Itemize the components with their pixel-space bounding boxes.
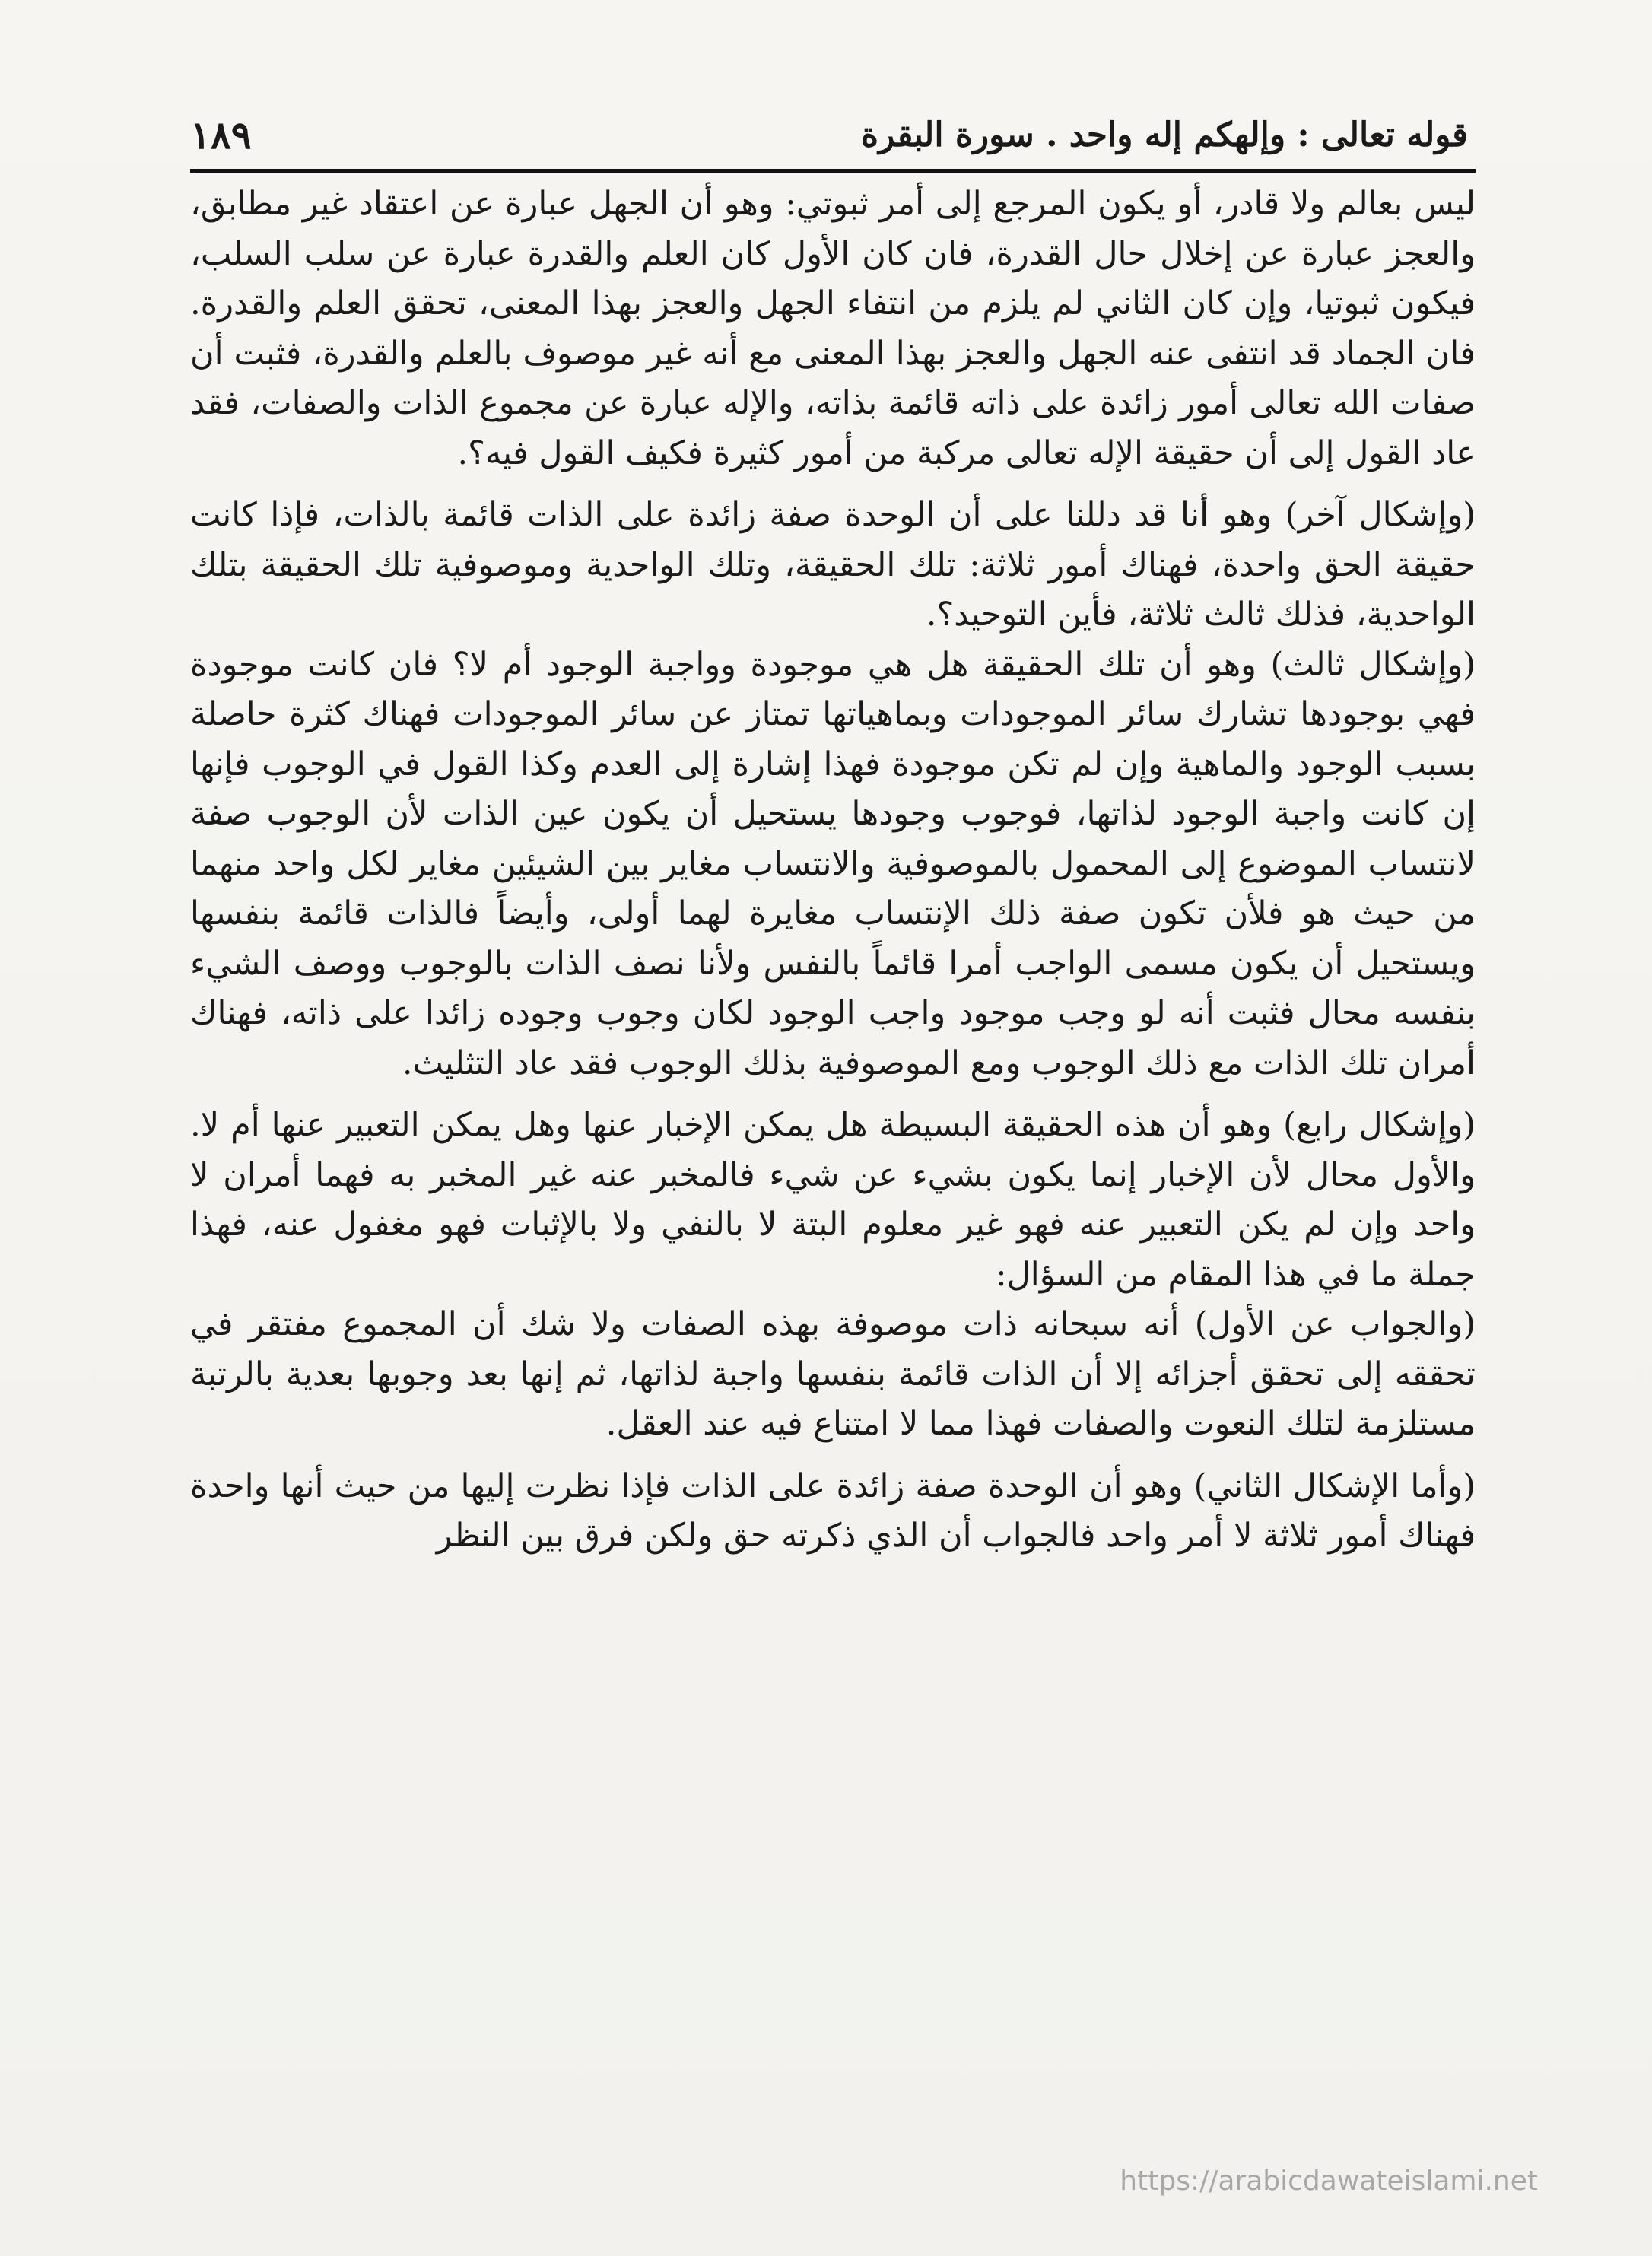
paragraph: (وإشكال آخر) وهو أنا قد دللنا على أن الوحدة صفة زائدة على الذات قائمة بالذات، فإذا كانت حقيقة الحق واحدة، فهناك أمور ثلاثة: تلك الحقيقة، وتلك الواحدية وموصوفية تلك الحقيقة بتلك الواحدية، فذلك ثالث ثلاثة، فأين التوحيد؟. — [190, 496, 1476, 634]
header-rule — [190, 169, 1476, 173]
paragraph: (وأما الإشكال الثاني) وهو أن الوحدة صفة زائدة على الذات فإذا نظرت إليها من حيث أنها واحدة فهناك أمور ثلاثة لا أمر واحد فالجواب أن الذي ذكرته حق ولكن فرق بين النظر — [190, 1466, 1476, 1555]
body-text — [190, 180, 1476, 1562]
page-number: ١٨٩ — [190, 113, 252, 157]
paragraph-gap — [190, 1450, 1476, 1462]
page-header — [190, 106, 1468, 175]
paragraph: (وإشكال رابع) وهو أن هذه الحقيقة البسيطة هل يمكن الإخبار عنها وهل يمكن التعبير عنها أم لا. والأول محال لأن الإخبار إنما يكون بشيء عن شيء فالمخبر عنه غير المخبر به فهما أمران لا واحد وإن لم يكن التعبير عنه فهو غير معلوم البتة لا بالنفي ولا بالإثبات فهو مغفول عنه، فهذا جملة ما في هذا المقام من السؤال: — [190, 1106, 1476, 1294]
paragraph: ليس بعالم ولا قادر، أو يكون المرجع إلى أمر ثبوتي: وهو أن الجهل عبارة عن اعتقاد غير مطابق، والعجز عبارة عن إخلال حال القدرة، فان كان الأول كان العلم والقدرة عبارة عن سلب السلب، فيكون ثبوتيا، وإن كان الثاني لم يلزم من انتفاء الجهل والعجز بهذا المعنى، تحقق العلم والقدرة. فان الجماد قد انتفى عنه الجهل والعجز بهذا المعنى مع أنه غير موصوف بالعلم والقدرة، فثبت أن صفات الله تعالى أمور زائدة على ذاته قائمة بذاته، والإله عبارة عن مجموع الذات والصفات، فقد عاد القول إلى أن حقيقة الإله تعالى مركبة من أمور كثيرة فكيف القول فيه؟. — [190, 185, 1476, 472]
paragraph: (والجواب عن الأول) أنه سبحانه ذات موصوفة بهذه الصفات ولا شك أن المجموع مفتقر في تحققه إلى تحقق أجزائه إلا أن الذات قائمة بنفسها واجبة لذاتها، ثم إنها بعد وجوبها بعدية بالرتبة مستلزمة لتلك النعوت والصفات فهذا مما لا امتناع فيه عند العقل. — [190, 1305, 1476, 1443]
running-title: قوله تعالى : وإلهكم إله واحد . سورة البقرة — [861, 116, 1468, 154]
paragraph: (وإشكال ثالث) وهو أن تلك الحقيقة هل هي موجودة وواجبة الوجود أم لا؟ فان كانت موجودة فهي بوجودها تشارك سائر الموجودات وبماهياتها تمتاز عن سائر الموجودات فهناك كثرة حاصلة بسبب الوجود والماهية وإن لم تكن موجودة فهذا إشارة إلى العدم وكذا القول في الوجوب فإنها إن كانت واجبة الوجود لذاتها، فوجوب وجودها يستحيل أن يكون عين الذات لأن الوجوب صفة لانتساب الموضوع إلى المحمول بالموصوفية والانتساب مغاير بين الشيئين مغاير لكل واحد منهما من حيث هو فلأن تكون صفة ذلك الإنتساب مغايرة لهما أولى، وأيضاً فالذات قائمة بنفسها ويستحيل أن يكون مسمى الواجب أمرا قائماً بالنفس ولأنا نصف الذات بالوجوب ووصف الشيء بنفسه محال فثبت أنه لو وجب موجود واجب الوجود لكان وجوب وجوده زائدا على ذاته، فهناك أمران تلك الذات مع ذلك الوجوب ومع الموصوفية بذلك الوجوب فقد عاد التثليث. — [190, 645, 1476, 1082]
source-watermark: https://arabicdawateislami.net — [1120, 2165, 1538, 2197]
paragraph-gap — [190, 1088, 1476, 1101]
paragraph-gap — [190, 478, 1476, 491]
